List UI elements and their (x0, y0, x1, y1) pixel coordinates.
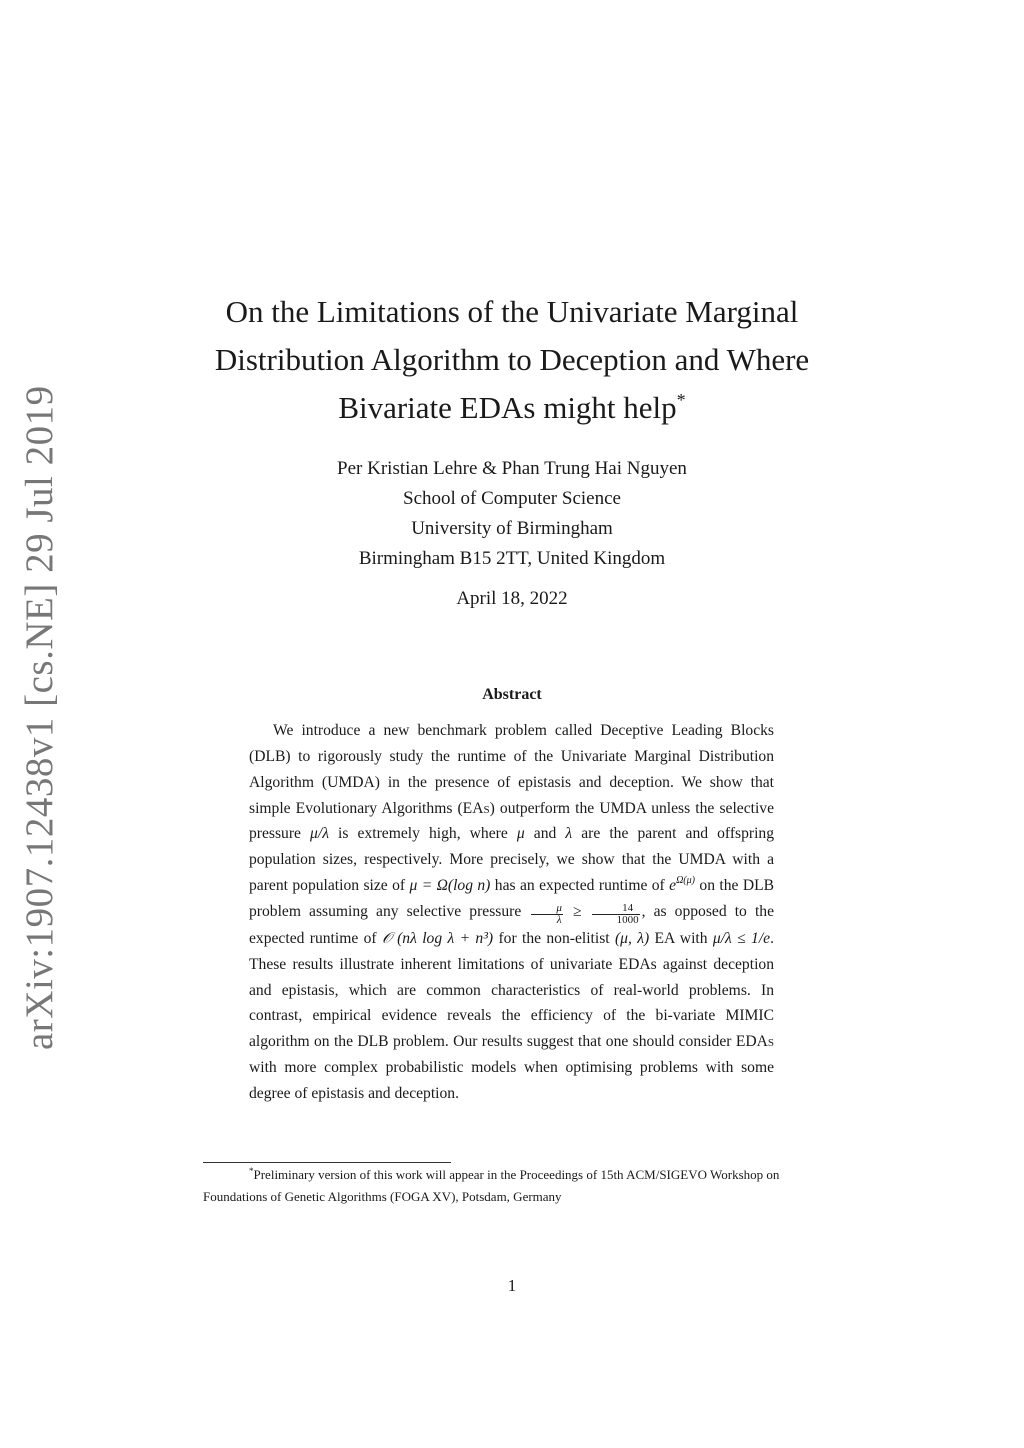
math-exp-base: e (669, 877, 677, 895)
abstract-text: , as opposed to the expected runtime of (249, 902, 774, 947)
math-fraction-mu-lambda (531, 903, 563, 926)
title-line-2: Distribution Algorithm to Deception and Where (214, 342, 810, 377)
abstract-heading: Abstract (482, 686, 542, 703)
math-population-size: μ = Ω(log n) (409, 877, 491, 895)
footnote (203, 1164, 827, 1208)
title-footnote-mark[interactable]: * (676, 390, 686, 410)
math-fraction-threshold (592, 903, 640, 926)
author-department: School of Computer Science (403, 488, 621, 509)
abstract-text: is extremely high, where (328, 825, 517, 843)
fraction-numerator: 14 (592, 903, 640, 915)
arxiv-identifier-stamp: arXiv:1907.12438v1 [cs.NE] 29 Jul 2019 (18, 385, 61, 1050)
title-line-3 (200, 384, 824, 432)
author-address: Birmingham B15 2TT, United Kingdom (358, 548, 666, 569)
abstract-text: with more complex probabilistic models when optimising problems with some degree of epistasis and deception. (249, 1059, 774, 1102)
math-exp-runtime (669, 877, 695, 894)
abstract-text: . These results illustrate inherent limitations of univariate EDAs against deception and epistasis, which are common characteristics of real-world problems. In contrast, empirical evidence reveals the efficiency of the bi-variate MIMIC algorithm on the DLB problem. Our results suggest that one should consider EDA (249, 929, 774, 1051)
fraction-denominator: 1000 (616, 913, 639, 926)
author-names: Per Kristian Lehre & Phan Trung Hai Nguyen (337, 458, 687, 479)
math-lambda: λ (565, 825, 573, 843)
abstract-text: for the non-elitist (493, 929, 615, 947)
math-exp-superscript: Ω(μ) (676, 875, 695, 887)
abstract-small-caps: s (767, 1033, 774, 1051)
author-block (200, 454, 824, 574)
abstract-text: on the DLB problem assuming any selective pressure (249, 877, 775, 920)
abstract-text: and (524, 825, 566, 843)
abstract-text: ) outperform the UMDA unless the selective pressure (249, 799, 775, 843)
author-university: University of Birmingham (411, 518, 613, 539)
math-ea-runtime: 𝒪 (nλ log λ + n³) (381, 929, 494, 947)
math-mu-lambda-pair: (μ, λ) (614, 929, 650, 947)
math-mu: μ (516, 825, 525, 843)
footnote-text: Preliminary version of this work will appear in the Proceedings of 15th ACM/SIGEVO Workshop on Foundations of Genetic Algorithms (FOGA XV), Potsdam, Germany (203, 1167, 780, 1204)
paper-title (200, 288, 824, 432)
footnote-mark: * (249, 1166, 254, 1176)
fraction-denominator: λ (556, 913, 562, 926)
abstract-text: has an expected runtime of (490, 877, 670, 895)
abstract-small-caps: s (483, 799, 490, 817)
fraction-numerator: μ (531, 903, 563, 915)
title-line-3-text: Bivariate EDAs might help (338, 390, 677, 425)
math-selective-pressure: μ/λ (310, 825, 329, 843)
page-number: 1 (507, 1276, 517, 1295)
footnote-divider (203, 1162, 451, 1163)
title-line-1: On the Limitations of the Univariate Marginal (225, 294, 799, 329)
math-geq: ≥ (564, 902, 590, 920)
abstract-body (249, 718, 774, 1107)
abstract-text: are the parent and offspring population sizes, respectively. More precisely, we show that the UMDA with a parent population size of (249, 825, 775, 895)
math-pressure-bound: μ/λ ≤ 1/e (712, 929, 771, 947)
paper-date: April 18, 2022 (456, 588, 568, 609)
abstract-text: EA with (649, 929, 713, 947)
abstract-text: We introduce a new benchmark problem called Deceptive Leading Blocks (DLB) to rigorously study the runtime of the Univariate Marginal Distribution Algorithm (UMDA) in the presence of epistasis and deception. We show that simple Evolutionary Algorithms (EA (249, 722, 774, 817)
